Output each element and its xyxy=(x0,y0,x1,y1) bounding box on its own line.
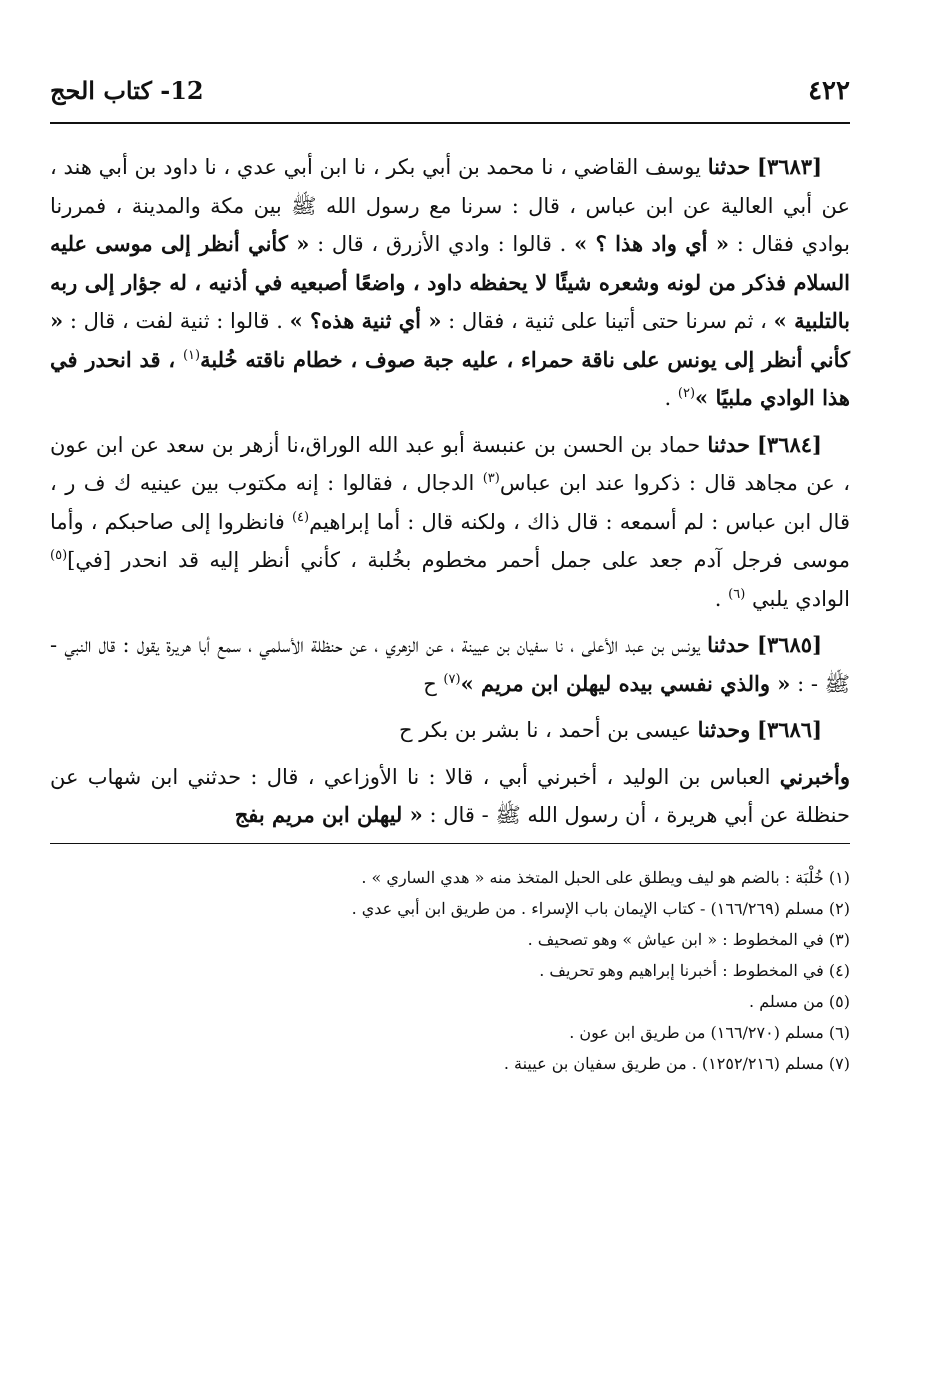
footnote-marker: (٦) xyxy=(728,586,746,602)
hadith-text: يونس بن عبد الأعلى ، نا سفيان بن عيينة ، عن الزهري ، عن حنظلة الأسلمي ، سمع أبا هريرة يقول : قال النبي - ﷺ - : xyxy=(50,633,850,696)
footnote: (٦) مسلم (١٦٦/٢٧٠) من طريق ابن عون . xyxy=(569,1022,850,1042)
hadith-number: [٣٦٨٦] xyxy=(757,717,822,742)
hadith-opening-word: حدثنا xyxy=(707,154,751,179)
hadith-text: . قالوا : وادي الأزرق ، قال : xyxy=(309,232,575,256)
hadith-opening-word: وحدثنا xyxy=(697,717,751,742)
hadith-text: . قالوا : ثنية لفت ، قال : xyxy=(63,309,290,333)
hadith-number: [٣٦٨٣] xyxy=(757,154,822,179)
hadith-text: . xyxy=(714,586,729,611)
book-page xyxy=(50,60,850,1079)
footnote: (٤) في المخطوط : أخبرنا إبراهيم وهو تحريف . xyxy=(539,960,850,980)
footnote-marker: (٧) xyxy=(443,671,461,687)
footnote-marker: (١) xyxy=(182,347,201,363)
hadith-opening-word: حدثنا xyxy=(707,431,750,457)
footnote: (٧) مسلم (١٢٥٢/٢١٦) . من طريق سفيان بن عيينة . xyxy=(503,1053,850,1073)
hadith-text: . xyxy=(664,386,678,410)
hadith-quote: « كأني أنظر إلى موسى عليه السلام فذكر من لونه وشعره شيئًا لا يحفظه داود ، واضعًا أصبعيه في أذنيه ، له جؤار إلى ربه بالتلبية » xyxy=(50,231,850,333)
footnote-marker: (٣) xyxy=(482,471,500,486)
hadith-paragraph xyxy=(50,758,850,835)
hadith-quote: « والذي نفسي بيده ليهلن ابن مريم » xyxy=(460,670,791,696)
hadith-text: يوسف القاضي ، نا محمد بن أبي بكر ، نا ابن أبي عدي ، نا داود بن أبي هند ، عن أبي العالية عن ابن عباس ، قال : سرنا مع رسول الله ﷺ بين مكة والمدينة ، فمررنا بوادي فقال : xyxy=(50,155,850,256)
hadith-quote: « أي واد هذا ؟ » xyxy=(574,231,730,256)
hadith-text: فانظروا إلى صاحبكم ، وأما موسى فرجل آدم جعد على جمل أحمر مخطوم بخُلبة ، كأني أنظر إليه قد انحدر [في] xyxy=(50,509,850,572)
hadith-paragraph xyxy=(50,711,850,750)
hadith-text: الوادي يلبي xyxy=(745,586,850,611)
hadith-paragraph xyxy=(50,426,850,619)
hadith-text: عيسى بن أحمد ، نا بشر بن بكر ح xyxy=(398,718,698,742)
hadith-quote: ، قد انحدر في هذا الوادي ملبيًا » xyxy=(50,346,850,410)
footnote-marker: (٤) xyxy=(291,509,310,525)
hadith-text: العباس بن الوليد ، أخبرني أبي ، قالا : نا الأوزاعي ، قال : حدثني ابن شهاب عن حنظلة عن أبي هريرة ، أن رسول الله ﷺ - قال : xyxy=(50,764,850,827)
footnote: (٢) مسلم (١٦٦/٢٦٩) - كتاب الإيمان باب الإسراء . من طريق ابن أبي عدي . xyxy=(351,898,850,918)
footnotes xyxy=(50,862,850,1079)
footnote: (٣) في المخطوط : « ابن عياش » وهو تصحيف . xyxy=(527,929,850,949)
hadith-quote: « أي ثنية هذه؟ » xyxy=(289,308,442,333)
footnote-rule xyxy=(50,843,850,844)
header-rule xyxy=(50,122,850,124)
footnote-marker: (٢) xyxy=(677,386,696,401)
page-header xyxy=(50,60,850,118)
hadith-text: حماد بن الحسن بن عنبسة أبو عبد الله الوراق،نا أزهر بن سعد عن ابن عون ، عن مجاهد قال : ذكروا عند ابن عباس xyxy=(50,432,850,495)
main-text xyxy=(50,148,850,835)
hadith-text: ح xyxy=(423,671,444,696)
hadith-opening-word: وأخبرني xyxy=(779,763,850,789)
hadith-quote: « كأني أنظر إلى يونس على ناقة حمراء ، عليه جبة صوف ، خطام ناقته خُلبة xyxy=(50,308,850,372)
page-number: ٤٢٢ xyxy=(808,76,850,106)
hadith-opening-word: حدثنا xyxy=(707,632,750,657)
hadith-number: [٣٦٨٥] xyxy=(757,632,822,657)
footnote: (٥) من مسلم . xyxy=(749,991,850,1011)
hadith-number: [٣٦٨٤] xyxy=(756,431,822,457)
hadith-text: الدجال ، فقالوا : إنه مكتوب بين عينيه ك ف ر ، قال ابن عباس : لم أسمعه : قال ذاك ، ولكنه قال : أما إبراهيم xyxy=(50,471,850,534)
hadith-paragraph xyxy=(50,148,850,418)
footnote: (١) خُلْبَة : بالضم هو ليف ويطلق على الحبل المتخذ منه « هدي الساري » . xyxy=(361,867,850,887)
hadith-paragraph xyxy=(50,626,850,703)
hadith-text: ، ثم سرنا حتى أتينا على ثنية ، فقال : xyxy=(441,309,774,333)
running-title: 12- كتاب الحج xyxy=(50,76,204,105)
hadith-quote: « ليهلن ابن مريم بفج xyxy=(234,802,423,827)
footnote-marker: (٥) xyxy=(50,548,68,563)
